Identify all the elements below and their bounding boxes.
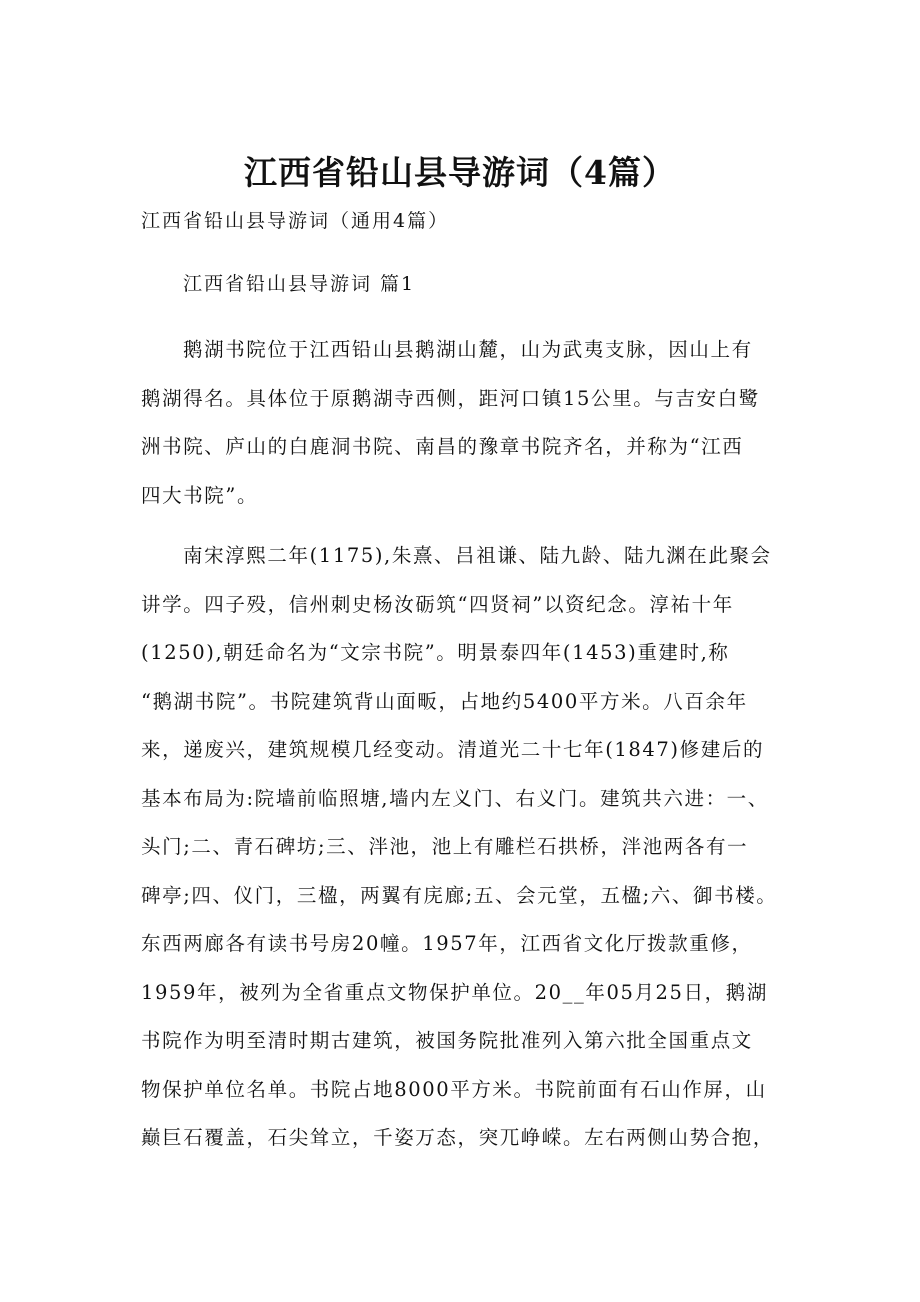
paragraph-line: 1959年，被列为全省重点文物保护单位。20__年05月25日，鹅湖 [141,980,768,1004]
paragraph-line: 书院作为明至清时期古建筑，被国务院批准列入第六批全国重点文 [141,1029,753,1052]
paragraph-line: 鹅湖得名。具体位于原鹅湖寺西侧，距河口镇15公里。与吉安白鹭 [141,386,760,410]
paragraph-1 [141,326,801,520]
paragraph-line: 鹅湖书院位于江西铅山县鹅湖山麓，山为武夷支脉，因山上有 [183,338,753,361]
paragraph-line: 头门;二、青石碑坊;三、泮池，池上有雕栏石拱桥，泮池两各有一 [141,835,749,858]
paragraph-line: 洲书院、庐山的白鹿洞书院、南昌的豫章书院齐名，并称为“江西 [141,435,744,458]
paragraph-line: “鹅湖书院”。书院建筑背山面畈，占地约5400平方米。八百余年 [141,689,748,713]
paragraph-line: 四大书院”。 [141,483,259,507]
paragraph-line: 基本布局为:院墙前临照塘,墙内左义门、右义门。建筑共六进：一、 [141,786,769,810]
section-heading: 江西省铅山县导游词 篇1 [183,273,416,295]
paragraph-line: (1250),朝廷命名为“文宗书院”。明景泰四年(1453)重建时,称 [141,641,730,664]
document-title: 江西省铅山县导游词（4篇） [244,153,676,192]
paragraph-line: 巅巨石覆盖，石尖耸立，千姿万态，突兀峥嵘。左右两侧山势合抱， [141,1126,775,1149]
paragraph-line: 讲学。四子殁，信州刺史杨汝砺筑“四贤祠”以资纪念。淳祐十年 [141,592,734,616]
paragraph-line: 碑亭;四、仪门，三楹，两翼有庑廊;五、会元堂，五楹;六、御书楼。 [141,883,778,907]
paragraph-line: 来，递废兴，建筑规模几经变动。清道光二十七年(1847)修建后的 [141,738,765,761]
paragraph-line: 东西两廊各有读书号房20幢。1957年，江西省文化厅拨款重修， [141,932,753,955]
document-subtitle: 江西省铅山县导游词（通用4篇） [141,210,450,232]
paragraph-line: 物保护单位名单。书院占地8000平方米。书院前面有石山作屏，山 [141,1077,767,1101]
paragraph-line: 南宋淳熙二年(1175),朱熹、吕祖谦、陆九龄、陆九渊在此聚会 [183,544,772,567]
paragraph-2 [141,532,801,1163]
